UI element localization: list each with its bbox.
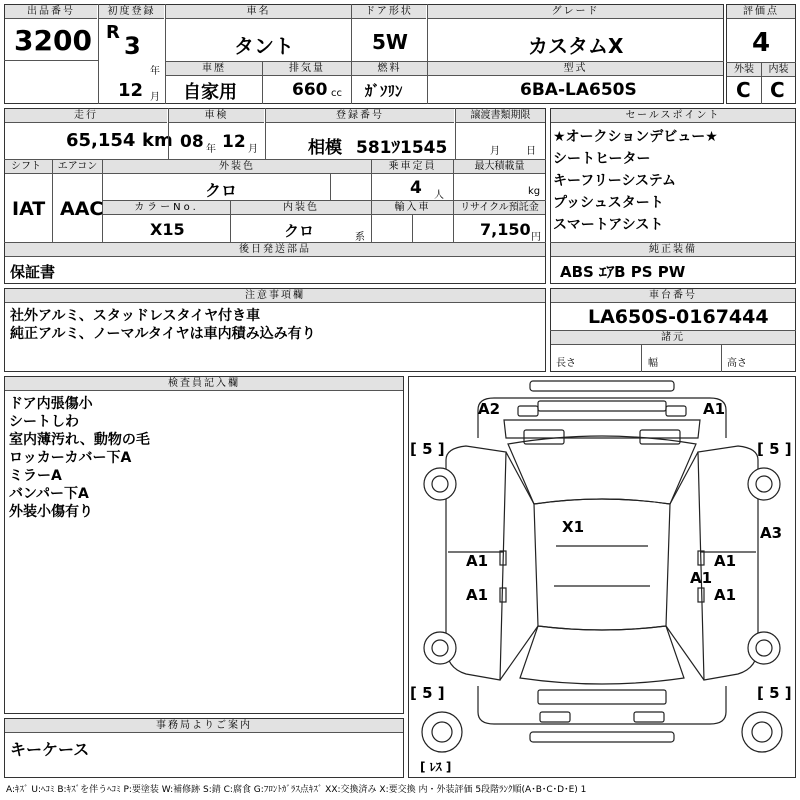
inspection-month-value: 12 <box>222 132 246 152</box>
year-unit: 年 <box>150 66 160 77</box>
grade-value: カスタムX <box>528 34 624 58</box>
mileage-value: 65,154 <box>66 130 136 151</box>
inspector-note: バンパー下A <box>9 486 89 502</box>
first-reg-header: 初度登録 <box>99 5 164 19</box>
damage-mark: A1 <box>703 400 726 418</box>
ext-score-value: C <box>736 78 751 102</box>
damage-mark: A3 <box>760 524 783 542</box>
sales-point: キーフリーシステム <box>553 173 677 189</box>
damage-mark: A1 <box>466 552 489 570</box>
kei-unit: 系 <box>355 232 365 243</box>
history-value: 自家用 <box>183 82 237 103</box>
year-value: 3 <box>124 32 141 60</box>
reg-class-value: 581ﾂ1545 <box>356 138 448 158</box>
recycle-value: 7,150 <box>480 220 531 239</box>
legend-footer: A:ｷｽﾞ U:ﾍｺﾐ B:ｷｽﾞを伴うﾍｺﾐ P:要塗装 W:補修跡 S:錆 C:腐食 G:ﾌﾛﾝﾄｶﾞﾗｽ点ｷｽﾞ XX:交換済み X:要交換 内・外装評価 5段階ﾗﾝｸ順(A･B･C･D･E) 1 <box>6 785 587 795</box>
era-value: R <box>106 22 120 43</box>
displacement-value: 660 <box>292 80 328 100</box>
tire-depth: [ 5 ] <box>410 684 445 702</box>
capacity-header: 乗車定員 <box>372 160 453 174</box>
lot-no-value: 3200 <box>14 24 92 57</box>
color-no-value: X15 <box>150 220 185 239</box>
fuel-value: ｶﾞｿﾘﾝ <box>365 82 403 100</box>
int-color-header: 内装色 <box>231 201 371 215</box>
aircon-header: エアコン <box>53 160 102 174</box>
ext-color-header: 外装色 <box>103 160 371 174</box>
shift-value: IAT <box>12 198 46 220</box>
capacity-value: 4 <box>410 178 422 198</box>
month-unit: 月 <box>150 92 160 103</box>
color-no-header: カラーNo. <box>103 201 230 215</box>
cc-unit: cc <box>331 88 342 99</box>
inspector-note: ロッカーカバー下A <box>9 450 132 466</box>
sales-point: プッシュスタート <box>553 195 664 211</box>
note-line: 社外アルミ、スタッドレスタイヤ付き車 <box>10 308 261 324</box>
later-parts-value: 保証書 <box>10 263 56 281</box>
int-color-value: クロ <box>284 222 315 240</box>
tire-depth: [ 5 ] <box>410 440 445 458</box>
note-line: 純正アルミ、ノーマルタイヤは車内積み込み有り <box>10 326 316 342</box>
shift-header: シフト <box>5 160 52 174</box>
length-label: 長さ <box>556 358 576 369</box>
door-value: 5W <box>372 30 408 54</box>
fuel-header: 燃料 <box>352 62 427 76</box>
office-header: 事務局よりご案内 <box>5 719 403 733</box>
transfer-day: 日 <box>526 146 536 157</box>
damage-mark: A1 <box>714 586 737 604</box>
dimensions-header: 諸元 <box>551 331 795 345</box>
month-value: 12 <box>118 80 144 101</box>
tire-depth: [ 5 ] <box>757 440 792 458</box>
int-header: 内装 <box>762 63 795 77</box>
model-header: 型式 <box>428 62 723 76</box>
reg-no-header: 登録番号 <box>266 109 454 123</box>
transfer-month: 月 <box>490 146 500 157</box>
inspector-notes-list <box>9 395 150 521</box>
sales-points-list <box>553 128 718 234</box>
sales-point: シートヒーター <box>553 151 651 167</box>
model-value: 6BA-LA650S <box>520 80 637 100</box>
later-parts-header: 後日発送部品 <box>5 243 545 257</box>
damage-mark: X1 <box>562 518 585 536</box>
door-header: ドア形状 <box>352 5 426 19</box>
inspector-note: ミラーA <box>9 468 62 484</box>
car-name-value: タント <box>234 34 294 58</box>
spare-tire: [ ﾚｽ ] <box>420 760 452 774</box>
import-header: 輸入車 <box>372 201 453 215</box>
height-label: 高さ <box>727 358 747 369</box>
sales-points-header: セールスポイント <box>551 109 795 123</box>
inspection-year-unit: 年 <box>206 144 216 155</box>
standard-equip-header: 純正装備 <box>551 243 795 257</box>
displacement-header: 排気量 <box>263 62 351 76</box>
width-label: 幅 <box>648 358 658 369</box>
standard-equip-value: ABS ｴｱB PS PW <box>560 263 686 281</box>
int-score-value: C <box>770 78 785 102</box>
reg-region-value: 相模 <box>308 138 342 158</box>
lot-no-header: 出品番号 <box>5 5 97 19</box>
inspector-header: 検査員記入欄 <box>5 377 403 391</box>
grade-header: グレード <box>428 5 723 19</box>
sales-point: ★オークションデビュー★ <box>553 129 718 145</box>
damage-mark: A1 <box>466 586 489 604</box>
score-header: 評価点 <box>727 5 795 19</box>
inspector-note: 室内薄汚れ、動物の毛 <box>9 432 150 448</box>
inspection-header: 車検 <box>169 109 264 123</box>
damage-mark: A1 <box>714 552 737 570</box>
damage-mark: A1 <box>690 569 713 587</box>
inspector-note: シートしわ <box>9 414 79 430</box>
ext-header: 外装 <box>727 63 761 77</box>
transfer-header: 譲渡書類期限 <box>456 109 545 123</box>
people-unit: 人 <box>434 190 444 201</box>
yen-unit: 円 <box>531 232 541 243</box>
car-diagram <box>408 376 796 778</box>
history-header: 車歴 <box>166 62 262 76</box>
km-unit: km <box>142 130 173 151</box>
chassis-header: 車台番号 <box>551 289 795 303</box>
damage-mark: A2 <box>478 400 501 418</box>
tire-depth: [ 5 ] <box>757 684 792 702</box>
recycle-header: リサイクル預託金 <box>454 201 545 215</box>
ext-color-value: クロ <box>205 181 238 200</box>
office-note: キーケース <box>10 740 90 759</box>
notes-list <box>10 307 316 343</box>
inspection-month-unit: 月 <box>248 144 258 155</box>
aircon-value: AAC <box>60 198 104 220</box>
inspector-note: ドア内張傷小 <box>9 396 93 412</box>
inspection-year-value: 08 <box>180 132 204 152</box>
kg-unit: kg <box>528 186 541 197</box>
max-load-header: 最大積載量 <box>454 160 545 174</box>
mileage-header: 走行 <box>5 109 167 123</box>
chassis-no-value: LA650S-0167444 <box>588 306 769 328</box>
sales-point: スマートアシスト <box>553 217 664 233</box>
inspector-note: 外装小傷有り <box>9 504 93 520</box>
car-name-header: 車名 <box>166 5 351 19</box>
notes-header: 注意事項欄 <box>5 289 545 303</box>
score-value: 4 <box>752 28 771 58</box>
